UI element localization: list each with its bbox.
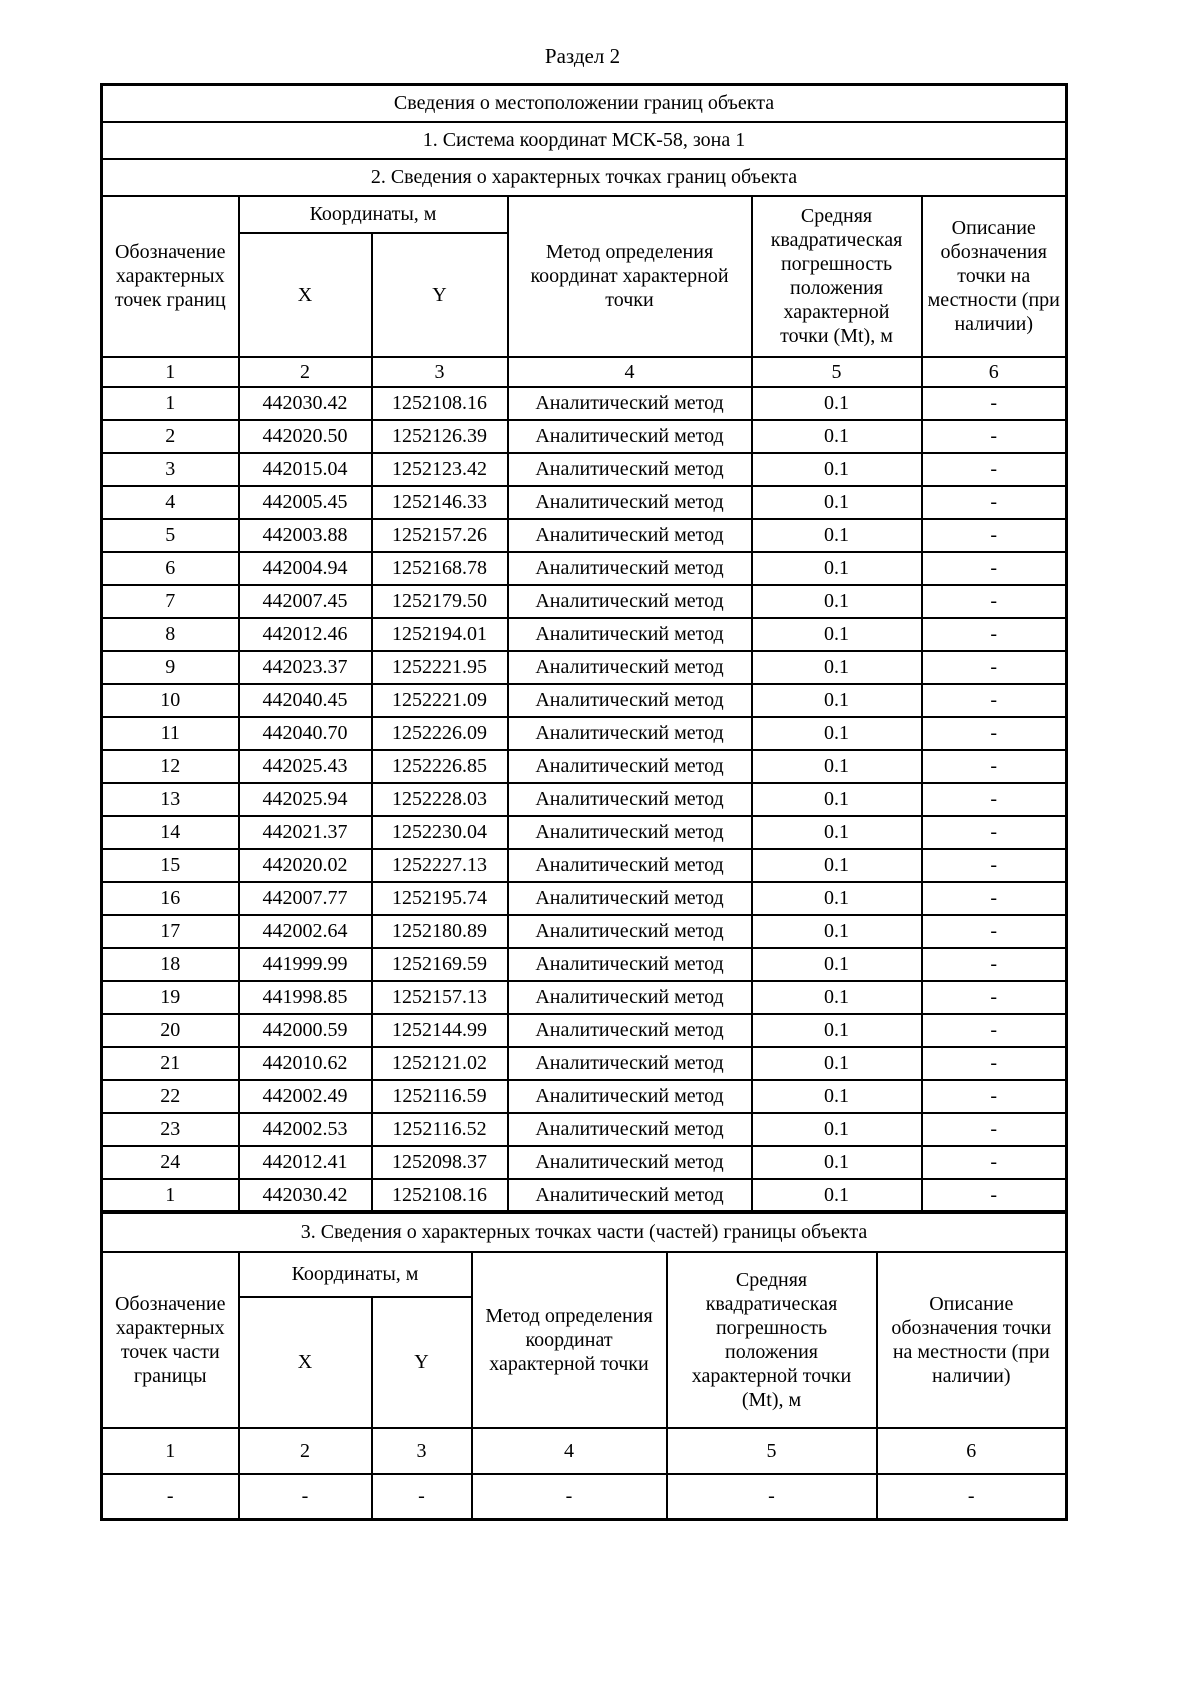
cell-y: 1252221.09 <box>372 684 508 717</box>
cell-x: 442004.94 <box>239 552 372 585</box>
cell-desc: - <box>877 1474 1067 1520</box>
table-row <box>102 750 1067 783</box>
cell-mt: 0.1 <box>752 783 922 816</box>
table-row <box>102 618 1067 651</box>
cell-x: 442000.59 <box>239 1014 372 1047</box>
cell-n: 23 <box>102 1113 239 1146</box>
cell-method: Аналитический метод <box>508 948 752 981</box>
table-row <box>102 519 1067 552</box>
cell-mt: 0.1 <box>752 618 922 651</box>
cell-n: 16 <box>102 882 239 915</box>
column-numbers-row <box>102 357 1067 387</box>
section2-heading: 2. Сведения о характерных точках границ объекта <box>102 159 1067 196</box>
cell-y: 1252168.78 <box>372 552 508 585</box>
cell-method: Аналитический метод <box>508 387 752 420</box>
cell-method: Аналитический метод <box>508 519 752 552</box>
cell-n: 10 <box>102 684 239 717</box>
boundary-points-table <box>100 83 1068 1213</box>
table-row <box>102 453 1067 486</box>
cell-y: 1252116.52 <box>372 1113 508 1146</box>
cell-mt: 0.1 <box>752 1014 922 1047</box>
cell-n: 1 <box>102 387 239 420</box>
table-row <box>102 1146 1067 1179</box>
table-row <box>102 651 1067 684</box>
cell-desc: - <box>922 849 1067 882</box>
points-table-body <box>102 387 1067 1212</box>
cell-y: 1252228.03 <box>372 783 508 816</box>
cell-method: Аналитический метод <box>508 717 752 750</box>
cell-y: 1252179.50 <box>372 585 508 618</box>
header-description: Описание обозначения точки на местности (при наличии) <box>922 196 1067 357</box>
cell-x: 441999.99 <box>239 948 372 981</box>
cell-mt: 0.1 <box>752 882 922 915</box>
cell-desc: - <box>922 717 1067 750</box>
cell-method: Аналитический метод <box>508 816 752 849</box>
section2-heading-row <box>102 159 1067 196</box>
cell-n: 12 <box>102 750 239 783</box>
cell-x: 442020.02 <box>239 849 372 882</box>
cell-desc: - <box>922 420 1067 453</box>
header-description: Описание обозначения точки на местности (при наличии) <box>877 1252 1067 1428</box>
cell-desc: - <box>922 816 1067 849</box>
cell-desc: - <box>922 585 1067 618</box>
cell-y: 1252157.26 <box>372 519 508 552</box>
header-x: X <box>239 1297 372 1428</box>
cell-x: 442003.88 <box>239 519 372 552</box>
cell-n: 24 <box>102 1146 239 1179</box>
cell-n: 22 <box>102 1080 239 1113</box>
cell-y: 1252123.42 <box>372 453 508 486</box>
table-row <box>102 1179 1067 1212</box>
column-numbers-row <box>102 1428 1067 1474</box>
cell-mt: 0.1 <box>752 948 922 981</box>
header-coordinates: Координаты, м <box>239 196 508 233</box>
cell-method: Аналитический метод <box>508 882 752 915</box>
cell-y: 1252144.99 <box>372 1014 508 1047</box>
cell-mt: 0.1 <box>752 684 922 717</box>
cell-desc: - <box>922 915 1067 948</box>
cell-x: 441998.85 <box>239 981 372 1014</box>
cell-desc: - <box>922 1047 1067 1080</box>
cell-y: 1252116.59 <box>372 1080 508 1113</box>
header-row-1 <box>102 196 1067 233</box>
cell-n: 21 <box>102 1047 239 1080</box>
cell-desc: - <box>922 651 1067 684</box>
boundary-parts-table <box>100 1211 1068 1521</box>
table-row <box>102 915 1067 948</box>
cell-n: 9 <box>102 651 239 684</box>
cell-x: 442007.77 <box>239 882 372 915</box>
table-row <box>102 981 1067 1014</box>
cell-x: 442021.37 <box>239 816 372 849</box>
cell-n: 17 <box>102 915 239 948</box>
header-method: Метод определения координат характерной точки <box>508 196 752 357</box>
table-row <box>102 816 1067 849</box>
cell-desc: - <box>922 387 1067 420</box>
cell-mt: 0.1 <box>752 816 922 849</box>
cell-mt: 0.1 <box>752 981 922 1014</box>
cell-mt: 0.1 <box>752 717 922 750</box>
cell-n: 2 <box>102 420 239 453</box>
cell-mt: 0.1 <box>752 849 922 882</box>
table-row <box>102 948 1067 981</box>
cell-method: Аналитический метод <box>508 1146 752 1179</box>
cell-desc: - <box>922 1179 1067 1212</box>
header-point-designation: Обозначение характерных точек границ <box>102 196 239 357</box>
column-number: 6 <box>877 1428 1067 1474</box>
cell-mt: 0.1 <box>752 519 922 552</box>
cell-y: 1252108.16 <box>372 387 508 420</box>
cell-mt: 0.1 <box>752 1146 922 1179</box>
cell-n: 13 <box>102 783 239 816</box>
header-x: X <box>239 233 372 357</box>
cell-desc: - <box>922 1146 1067 1179</box>
cell-y: 1252157.13 <box>372 981 508 1014</box>
cell-n: 19 <box>102 981 239 1014</box>
section3-heading-row <box>102 1213 1067 1252</box>
table-row <box>102 585 1067 618</box>
table-row <box>102 1014 1067 1047</box>
cell-x: 442002.64 <box>239 915 372 948</box>
table-row <box>102 1474 1067 1520</box>
cell-x: 442023.37 <box>239 651 372 684</box>
cell-method: Аналитический метод <box>508 750 752 783</box>
cell-n: 5 <box>102 519 239 552</box>
cell-mt: 0.1 <box>752 915 922 948</box>
cell-mt: - <box>667 1474 877 1520</box>
cell-method: Аналитический метод <box>508 684 752 717</box>
cell-y: 1252226.09 <box>372 717 508 750</box>
cell-desc: - <box>922 618 1067 651</box>
cell-n: 1 <box>102 1179 239 1212</box>
header-row-1 <box>102 1252 1067 1297</box>
cell-x: 442040.45 <box>239 684 372 717</box>
cell-desc: - <box>922 750 1067 783</box>
cell-method: Аналитический метод <box>508 1047 752 1080</box>
cell-y: 1252227.13 <box>372 849 508 882</box>
cell-x: 442020.50 <box>239 420 372 453</box>
cell-mt: 0.1 <box>752 486 922 519</box>
parts-table-body <box>102 1474 1067 1520</box>
cell-mt: 0.1 <box>752 1047 922 1080</box>
cell-y: 1252126.39 <box>372 420 508 453</box>
cell-n: 4 <box>102 486 239 519</box>
cell-method: Аналитический метод <box>508 915 752 948</box>
cell-desc: - <box>922 453 1067 486</box>
cell-desc: - <box>922 684 1067 717</box>
cell-desc: - <box>922 552 1067 585</box>
cell-method: Аналитический метод <box>508 585 752 618</box>
cell-mt: 0.1 <box>752 651 922 684</box>
cell-desc: - <box>922 948 1067 981</box>
table-row <box>102 1047 1067 1080</box>
cell-y: 1252180.89 <box>372 915 508 948</box>
cell-desc: - <box>922 1113 1067 1146</box>
cell-x: 442012.46 <box>239 618 372 651</box>
coordinate-system-row <box>102 122 1067 159</box>
table-row <box>102 552 1067 585</box>
cell-method: Аналитический метод <box>508 1080 752 1113</box>
cell-y: 1252169.59 <box>372 948 508 981</box>
table-row <box>102 684 1067 717</box>
cell-mt: 0.1 <box>752 387 922 420</box>
cell-mt: 0.1 <box>752 750 922 783</box>
cell-mt: 0.1 <box>752 1113 922 1146</box>
table-row <box>102 1080 1067 1113</box>
cell-desc: - <box>922 1014 1067 1047</box>
cell-y: 1252195.74 <box>372 882 508 915</box>
cell-n: - <box>102 1474 239 1520</box>
cell-desc: - <box>922 519 1067 552</box>
column-number: 4 <box>508 357 752 387</box>
cell-n: 11 <box>102 717 239 750</box>
column-number: 1 <box>102 1428 239 1474</box>
table-title-row <box>102 85 1067 122</box>
cell-method: Аналитический метод <box>508 651 752 684</box>
cell-x: 442030.42 <box>239 387 372 420</box>
table-row <box>102 420 1067 453</box>
table-row <box>102 486 1067 519</box>
table-row <box>102 783 1067 816</box>
cell-mt: 0.1 <box>752 420 922 453</box>
cell-y: 1252146.33 <box>372 486 508 519</box>
table-row <box>102 882 1067 915</box>
column-number: 2 <box>239 357 372 387</box>
cell-desc: - <box>922 1080 1067 1113</box>
column-number: 4 <box>472 1428 667 1474</box>
header-y: Y <box>372 1297 472 1428</box>
cell-x: 442012.41 <box>239 1146 372 1179</box>
cell-x: 442005.45 <box>239 486 372 519</box>
cell-x: 442025.94 <box>239 783 372 816</box>
table-row <box>102 849 1067 882</box>
cell-method: Аналитический метод <box>508 618 752 651</box>
cell-n: 18 <box>102 948 239 981</box>
cell-method: Аналитический метод <box>508 1113 752 1146</box>
cell-x: 442002.53 <box>239 1113 372 1146</box>
cell-x: 442010.62 <box>239 1047 372 1080</box>
cell-x: 442002.49 <box>239 1080 372 1113</box>
cell-x: 442007.45 <box>239 585 372 618</box>
section3-heading: 3. Сведения о характерных точках части (частей) границы объекта <box>102 1213 1067 1252</box>
column-number: 3 <box>372 357 508 387</box>
cell-method: Аналитический метод <box>508 552 752 585</box>
cell-y: 1252098.37 <box>372 1146 508 1179</box>
cell-mt: 0.1 <box>752 1179 922 1212</box>
column-number: 1 <box>102 357 239 387</box>
column-number: 3 <box>372 1428 472 1474</box>
table-row <box>102 1113 1067 1146</box>
cell-x: - <box>239 1474 372 1520</box>
cell-y: 1252230.04 <box>372 816 508 849</box>
cell-method: Аналитический метод <box>508 453 752 486</box>
page-section-title: Раздел 2 <box>544 44 621 68</box>
cell-mt: 0.1 <box>752 552 922 585</box>
cell-method: Аналитический метод <box>508 420 752 453</box>
header-point-designation: Обозначение характерных точек части границы <box>102 1252 239 1428</box>
cell-method: - <box>472 1474 667 1520</box>
cell-y: 1252194.01 <box>372 618 508 651</box>
cell-y: 1252226.85 <box>372 750 508 783</box>
cell-n: 20 <box>102 1014 239 1047</box>
header-y: Y <box>372 233 508 357</box>
cell-desc: - <box>922 783 1067 816</box>
cell-method: Аналитический метод <box>508 486 752 519</box>
cell-method: Аналитический метод <box>508 783 752 816</box>
cell-mt: 0.1 <box>752 585 922 618</box>
header-coordinates: Координаты, м <box>239 1252 472 1297</box>
cell-desc: - <box>922 981 1067 1014</box>
cell-method: Аналитический метод <box>508 1179 752 1212</box>
cell-n: 7 <box>102 585 239 618</box>
coordinate-system-label: 1. Система координат МСК-58, зона 1 <box>102 122 1067 159</box>
cell-n: 6 <box>102 552 239 585</box>
cell-n: 14 <box>102 816 239 849</box>
column-number: 5 <box>752 357 922 387</box>
table-title: Сведения о местоположении границ объекта <box>102 85 1067 122</box>
cell-x: 442030.42 <box>239 1179 372 1212</box>
cell-mt: 0.1 <box>752 1080 922 1113</box>
cell-x: 442025.43 <box>239 750 372 783</box>
cell-x: 442040.70 <box>239 717 372 750</box>
column-number: 6 <box>922 357 1067 387</box>
cell-y: 1252108.16 <box>372 1179 508 1212</box>
cell-method: Аналитический метод <box>508 849 752 882</box>
cell-n: 8 <box>102 618 239 651</box>
cell-n: 3 <box>102 453 239 486</box>
cell-x: 442015.04 <box>239 453 372 486</box>
column-number: 5 <box>667 1428 877 1474</box>
table-row <box>102 717 1067 750</box>
cell-y: 1252221.95 <box>372 651 508 684</box>
header-error: Средняя квадратическая погрешность положения характерной точки (Mt), м <box>752 196 922 357</box>
cell-desc: - <box>922 882 1067 915</box>
cell-n: 15 <box>102 849 239 882</box>
cell-method: Аналитический метод <box>508 1014 752 1047</box>
cell-y: - <box>372 1474 472 1520</box>
header-method: Метод определения координат характерной точки <box>472 1252 667 1428</box>
column-number: 2 <box>239 1428 372 1474</box>
table-row <box>102 387 1067 420</box>
cell-desc: - <box>922 486 1067 519</box>
cell-mt: 0.1 <box>752 453 922 486</box>
cell-method: Аналитический метод <box>508 981 752 1014</box>
cell-y: 1252121.02 <box>372 1047 508 1080</box>
header-error: Средняя квадратическая погрешность положения характерной точки (Mt), м <box>667 1252 877 1428</box>
